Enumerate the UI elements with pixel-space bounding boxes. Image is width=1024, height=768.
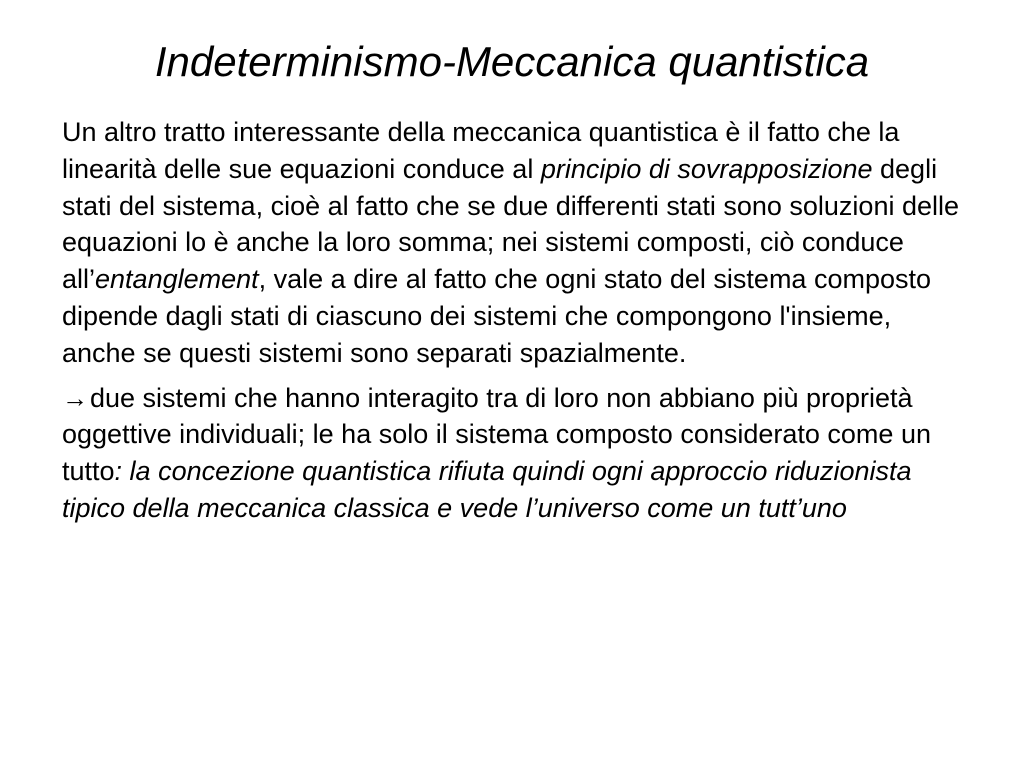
arrow-right-icon: →	[62, 382, 88, 413]
slide-title: Indeterminismo-Meccanica quantistica	[154, 38, 870, 85]
paragraph2-text-a: due sistemi che hanno interagito tra di loro non abbiano più proprietà oggettive individuali; le ha solo il sistema composto considerato come un tutto	[62, 382, 931, 487]
principio-di-sovrapposizione-term: principio di sovrapposizione	[540, 153, 873, 184]
slide-body	[62, 114, 972, 527]
paragraph1-text-c: , vale a dire al fatto che ogni stato del sistema composto dipende dagli stati di ciascuno dei sistemi che compongono l'insieme, anche se questi sistemi sono separati spazialmente.	[62, 264, 932, 368]
paragraph1-text-a: Un altro tratto interessante della meccanica quantistica è il fatto che la linearità delle sue equazioni conduce al	[62, 117, 900, 184]
paragraph-sovrapposizione	[62, 114, 972, 372]
paragraph1-text-b: degli stati del sistema, cioè al fatto che se due differenti stati sono soluzioni delle equazioni lo è anche la loro somma; nei sistemi composti, ciò conduce all’	[62, 153, 960, 295]
paragraph2-italic-conclusion: : la concezione quantistica rifiuta quindi ogni approccio riduzionista tipico della meccanica classica e vede l’universo come un tutt’uno	[62, 456, 912, 523]
paragraph-conclusione	[62, 380, 972, 527]
entanglement-term: entanglement	[95, 264, 259, 295]
